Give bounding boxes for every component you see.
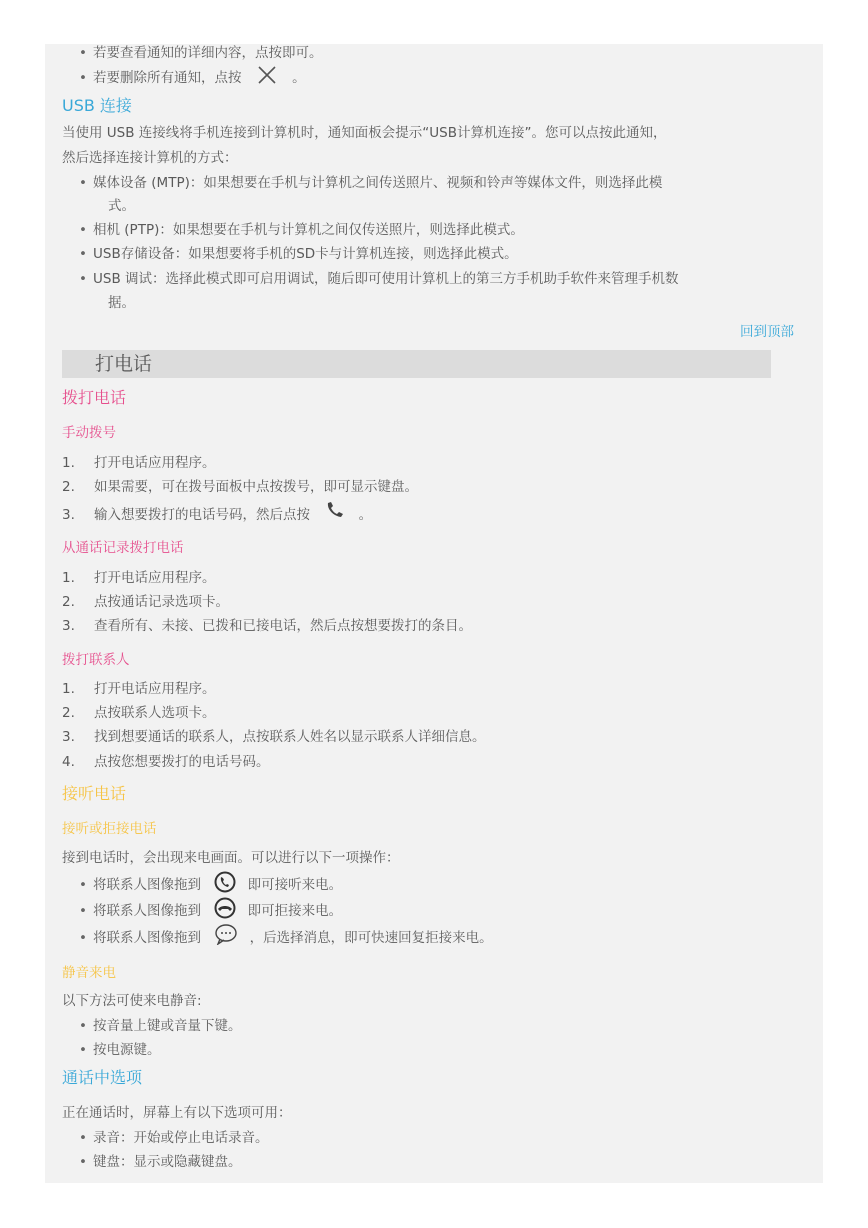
step-text: 打开电话应用程序。 <box>94 455 216 471</box>
call-log-heading: 从通话记录拨打电话 <box>62 540 184 556</box>
list-item-continued: 式。 <box>108 198 135 214</box>
contact-dial-heading: 拨打联系人 <box>62 652 130 668</box>
reject-call-icon <box>213 897 237 919</box>
step-text: 如果需要，可在拨号面板中点按拨号，即可显示键盘。 <box>94 479 418 495</box>
step-number: 1. <box>62 681 75 697</box>
usb-heading: USB 连接 <box>62 96 132 115</box>
list-item: • USB 调试：选择此模式即可启用调试，随后即可使用计算机上的第三方手机助手软件来管理手机数 <box>93 270 679 288</box>
phone-handset-icon <box>324 501 346 521</box>
message-bubble-icon <box>213 923 239 945</box>
step-number: 3. <box>62 507 75 523</box>
paragraph: 接到电话时，会出现来电画面。可以进行以下一项操作： <box>62 850 400 866</box>
list-item: • 相机 (PTP)：如果想要在手机与计算机之间仅传送照片，则选择此模式。 <box>93 221 524 239</box>
step-text: 打开电话应用程序。 <box>94 570 216 586</box>
list-item: • USB存储设备：如果想要将手机的SD卡与计算机连接，则选择此模式。 <box>93 245 518 263</box>
list-item: • 键盘：显示或隐藏键盘。 <box>93 1153 242 1171</box>
paragraph: 然后选择连接计算机的方式： <box>62 150 238 166</box>
list-item: • 媒体设备 (MTP)：如果想要在手机与计算机之间传送照片、视频和铃声等媒体文件，则选择此模 <box>93 174 662 192</box>
step-text: 点按您想要拨打的电话号码。 <box>94 754 270 770</box>
bullet-text: 若要删除所有通知，点按 <box>93 70 242 86</box>
dial-heading: 拨打电话 <box>62 388 127 407</box>
paragraph: 以下方法可使来电静音: <box>62 993 202 1009</box>
paragraph: 当使用 USB 连接线将手机连接到计算机时，通知面板会提示“USB计算机连接”。您可以点按此通知， <box>62 125 667 141</box>
step-number: 2. <box>62 594 75 610</box>
list-item: • 将联系人图像拖到 ，后选择消息，即可快速回复拒接来电。 <box>93 929 493 947</box>
step-text: 打开电话应用程序。 <box>94 681 216 697</box>
step-number: 3. <box>62 618 75 634</box>
answer-call-icon <box>213 871 237 893</box>
document-page <box>45 44 823 1183</box>
section-banner <box>62 350 771 378</box>
answer-subheading: 接听或拒接电话 <box>62 821 157 837</box>
list-item-continued: 据。 <box>108 295 135 311</box>
paragraph: 正在通话时，屏幕上有以下选项可用： <box>62 1105 292 1121</box>
step-number: 2. <box>62 705 75 721</box>
step-text: 找到想要通话的联系人，点按联系人姓名以显示联系人详细信息。 <box>94 729 486 745</box>
step-text: 点按联系人选项卡。 <box>94 705 216 721</box>
step-number: 2. <box>62 479 75 495</box>
bullet-text: 若要查看通知的详细内容，点按即可。 <box>93 45 323 61</box>
section-title: 打电话 <box>95 353 153 375</box>
step-number: 4. <box>62 754 75 770</box>
step-number: 1. <box>62 455 75 471</box>
list-item: • 按电源键。 <box>93 1041 161 1059</box>
manual-dial-heading: 手动拨号 <box>62 425 116 441</box>
list-item: • 将联系人图像拖到 即可接听来电。 <box>93 876 342 894</box>
step-text: 输入想要拨打的电话号码，然后点按 。 <box>94 506 372 524</box>
back-to-top-link[interactable]: 回到顶部 <box>740 324 794 340</box>
answer-heading: 接听电话 <box>62 784 127 803</box>
close-icon <box>256 65 278 85</box>
step-text: 查看所有、未接、已拨和已接电话，然后点按想要拨打的条目。 <box>94 618 472 634</box>
list-item: • 若要删除所有通知，点按 。 <box>93 69 306 87</box>
step-number: 1. <box>62 570 75 586</box>
mute-heading: 静音来电 <box>62 965 116 981</box>
list-item: • 按音量上键或音量下键。 <box>93 1017 242 1035</box>
step-number: 3. <box>62 729 75 745</box>
list-item: • 将联系人图像拖到 即可拒接来电。 <box>93 902 342 920</box>
list-item: • 录音：开始或停止电话录音。 <box>93 1129 269 1147</box>
in-call-heading: 通话中选项 <box>62 1068 143 1087</box>
list-item <box>93 44 323 62</box>
step-text: 点按通话记录选项卡。 <box>94 594 229 610</box>
